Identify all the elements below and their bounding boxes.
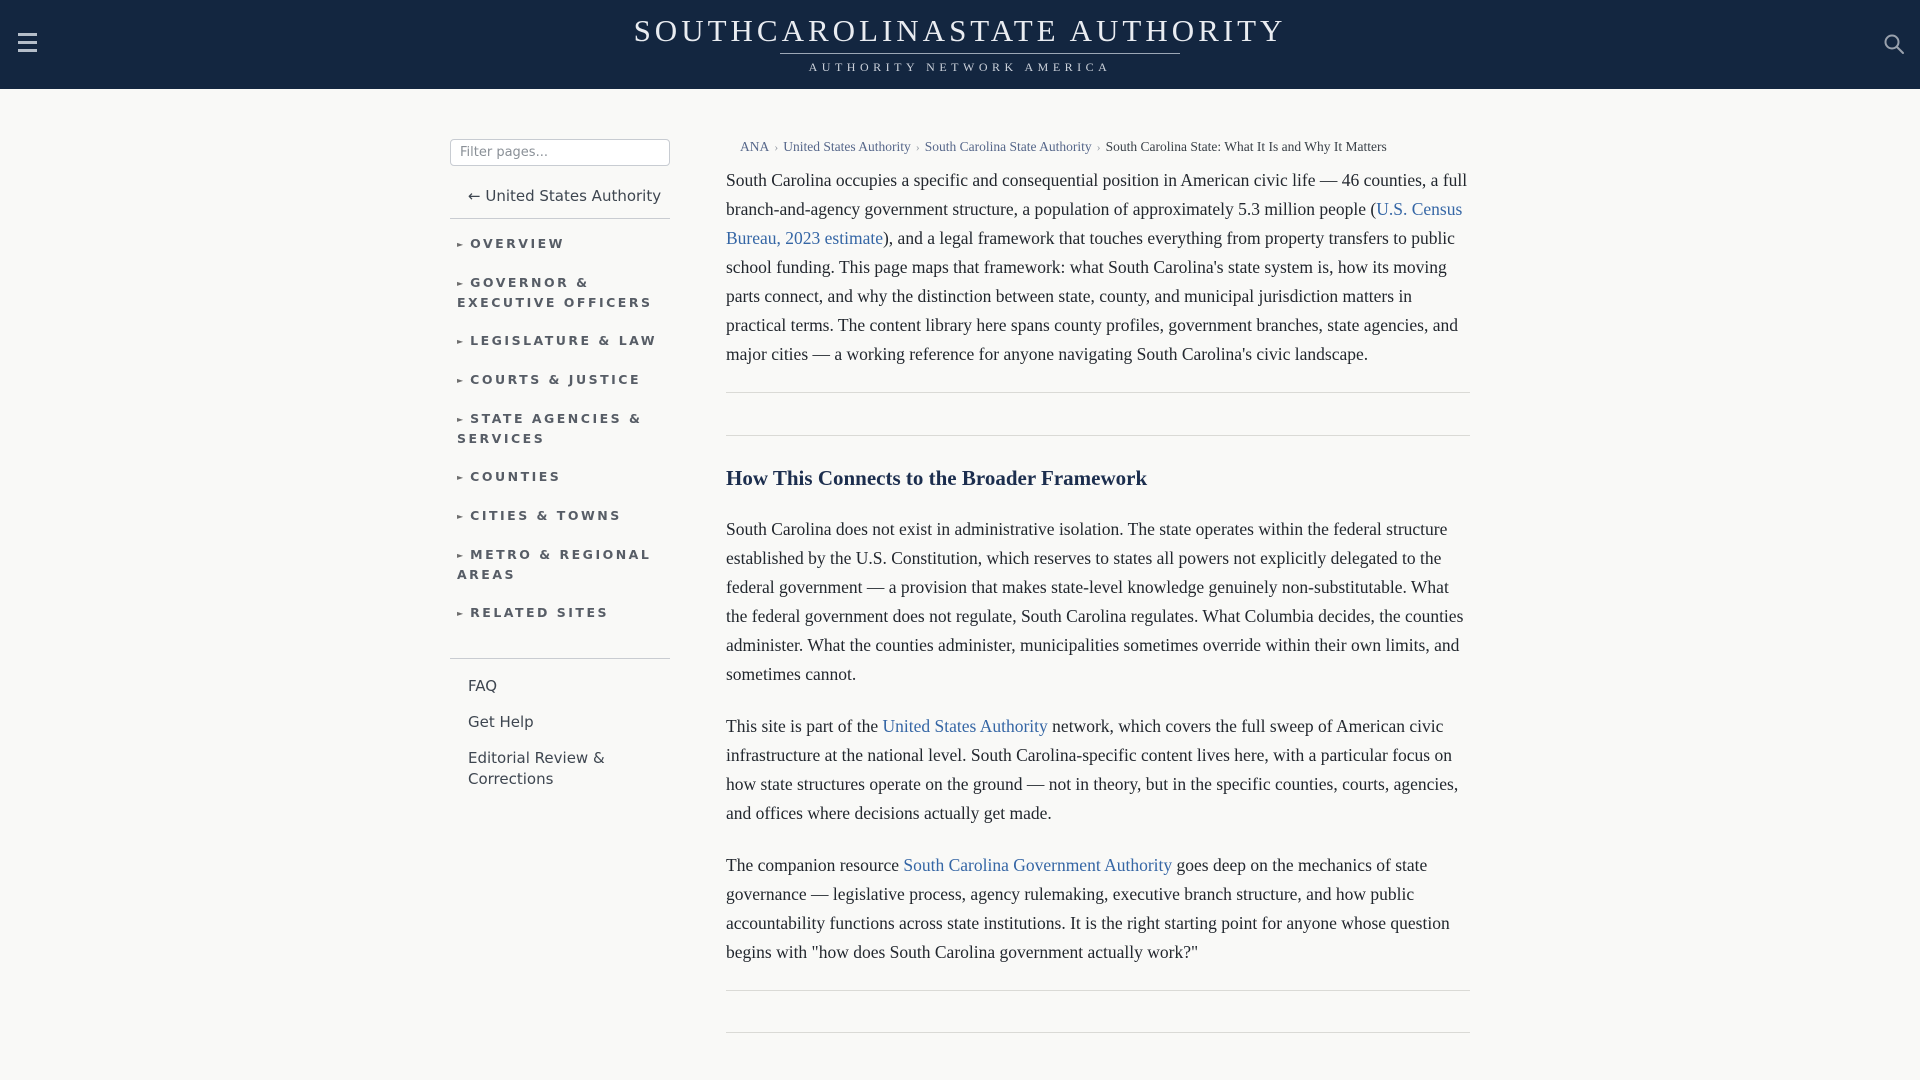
sidebar	[450, 139, 670, 805]
expand-triangle-icon: ►	[457, 551, 464, 560]
section-heading: How This Connects to the Broader Framework	[726, 466, 1148, 490]
companion-paragraph: The companion resource South Carolina Government Authority goes deep on the mechanics of state governance — legislative process, agency rulemaking, executive branch structure, and how public accountability functions across state institutions. It is the right starting point for anyone whose question begins with "how does South Carolina government actually work?"	[726, 855, 1450, 962]
main-content	[726, 139, 1470, 1033]
faq-link[interactable]: FAQ	[468, 677, 498, 695]
get-help-link[interactable]: Get Help	[468, 713, 534, 731]
sidebar-item-counties[interactable]	[457, 467, 670, 487]
sidebar-item-label: OVERVIEW	[470, 236, 565, 251]
sidebar-item-label: LEGISLATURE & LAW	[470, 333, 658, 348]
sidebar-item-metro-regional[interactable]	[457, 545, 670, 584]
expand-triangle-icon: ►	[457, 473, 464, 482]
expand-triangle-icon: ►	[457, 240, 464, 249]
editorial-review-link[interactable]: Editorial Review & Corrections	[468, 749, 605, 788]
filter-pages-input[interactable]	[450, 139, 670, 166]
sidebar-item-cities-towns[interactable]	[457, 506, 670, 526]
sidebar-item-related-sites[interactable]	[457, 603, 670, 623]
sidebar-nav	[450, 219, 670, 645]
expand-triangle-icon: ►	[457, 337, 464, 346]
sidebar-item-label: RELATED SITES	[470, 605, 610, 620]
network-paragraph: This site is part of the United States Authority network, which covers the full sweep of American civic infrastructure at the national level. South Carolina-specific content lives here, with a particular focus on how state structures operate on the ground — not in theory, but in the specific counties, courts, agencies, and offices where decisions actually get made.	[726, 716, 1459, 823]
section-divider	[726, 392, 1470, 393]
expand-triangle-icon: ►	[457, 415, 464, 424]
sidebar-item-label: COURTS & JUSTICE	[470, 372, 641, 387]
breadcrumb	[726, 139, 1470, 155]
breadcrumb-link-south-carolina-state-authority[interactable]: South Carolina State Authority	[924, 139, 1092, 154]
breadcrumb-link-ana[interactable]: ANA	[740, 139, 770, 154]
site-title: SOUTHCAROLINASTATE AUTHORITY	[633, 13, 1287, 48]
united-states-authority-link[interactable]: United States Authority	[882, 716, 1048, 736]
sc-government-authority-link[interactable]: South Carolina Government Authority	[903, 855, 1173, 875]
back-to-parent-link[interactable]: ← United States Authority	[468, 187, 662, 205]
section-divider	[726, 435, 1470, 436]
breadcrumb-separator: ›	[1096, 140, 1101, 154]
sidebar-item-overview[interactable]	[457, 234, 670, 254]
site-header	[0, 0, 1920, 89]
census-bureau-link[interactable]: U.S. Census Bureau, 2023 estimate	[726, 199, 1463, 248]
framework-paragraph: South Carolina does not exist in administrative isolation. The state operates within the federal structure established by the U.S. Constitution, which reserves to states all powers not explicitly delegated to the federal government — a provision that makes state-level knowledge genuinely non-substitutable. What the federal government does not regulate, South Carolina regulates. What Columbia decides, the counties administer. What the counties administer, municipalities sometimes override within their own limits, and sometimes cannot.	[726, 519, 1464, 684]
sidebar-item-courts-justice[interactable]	[457, 370, 670, 390]
breadcrumb-separator: ›	[774, 140, 779, 154]
sidebar-item-label: STATE AGENCIES & SERVICES	[457, 411, 643, 446]
expand-triangle-icon: ►	[457, 609, 464, 618]
expand-triangle-icon: ►	[457, 512, 464, 521]
site-subtitle: AUTHORITY NETWORK AMERICA	[808, 60, 1112, 74]
expand-triangle-icon: ►	[457, 279, 464, 288]
section-divider	[726, 990, 1470, 991]
title-divider	[780, 53, 1180, 54]
sidebar-item-state-agencies[interactable]	[457, 409, 670, 448]
section-divider	[726, 1032, 1470, 1033]
sidebar-item-label: GOVERNOR & EXECUTIVE OFFICERS	[457, 275, 653, 310]
sidebar-item-label: METRO & REGIONAL AREAS	[457, 547, 652, 582]
hamburger-menu-icon[interactable]	[18, 33, 40, 57]
intro-paragraph: South Carolina occupies a specific and consequential position in American civic life — 46 counties, a full branch-and-agency government structure, a population of approximately 5.3 million people (U.S. Census Bureau, 2023 estimate), and a legal framework that touches everything from property transfers to public school funding. This page maps that framework: what South Carolina's state system is, how its moving parts connect, and why the distinction between state, county, and municipal jurisdiction matters in practical terms. The content library here spans county profiles, government branches, state agencies, and major cities — a working reference for anyone navigating South Carolina's civic landscape.	[726, 170, 1468, 364]
expand-triangle-icon: ►	[457, 376, 464, 385]
sidebar-item-label: CITIES & TOWNS	[470, 508, 622, 523]
search-icon[interactable]	[1881, 32, 1907, 58]
sidebar-item-governor-executive[interactable]	[457, 273, 670, 312]
sidebar-item-legislature-law[interactable]	[457, 331, 670, 351]
breadcrumb-separator: ›	[915, 140, 920, 154]
breadcrumb-current-page: South Carolina State: What It Is and Why It Matters	[1105, 139, 1387, 154]
sidebar-footer-links	[450, 659, 670, 790]
sidebar-item-label: COUNTIES	[470, 469, 562, 484]
breadcrumb-link-united-states-authority[interactable]: United States Authority	[783, 139, 911, 154]
